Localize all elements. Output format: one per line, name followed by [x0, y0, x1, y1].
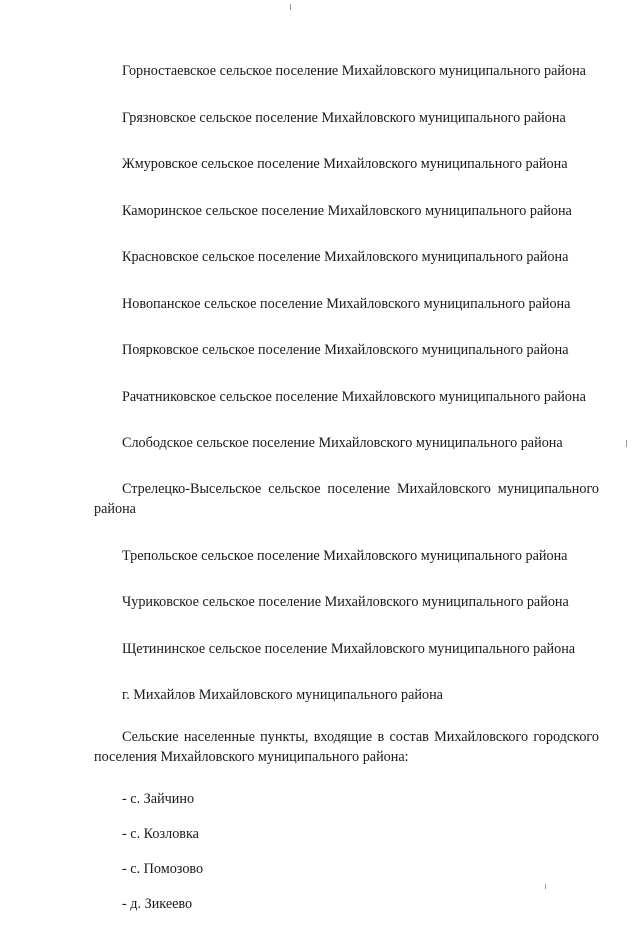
list-item-zaichino: - с. Зайчино [122, 791, 195, 807]
paragraph-slobodskoe: Слободское сельское поселение Михайловского муниципального района [122, 435, 563, 451]
paragraph-g-mikhailov: г. Михайлов Михайловского муниципального района [122, 687, 443, 703]
paragraph-shchetininskoe: Щетининское сельское поселение Михайловского муниципального района [122, 640, 576, 657]
list-item-kozlovka: - с. Козловка [122, 826, 199, 842]
list-item-zikeevo: - д. Зикеево [122, 896, 193, 912]
paragraph-krasnovskoe: Красновское сельское поселение Михайловского муниципального района [122, 249, 569, 265]
paragraph-zhmurovskoe: Жмуровское сельское поселение Михайловского муниципального района [122, 156, 568, 172]
paragraph-rural-settlements-intro: Сельские населенные пункты, входящие в состав Михайловского городского поселения Михайловского муниципального района: [94, 729, 599, 765]
paragraph-rachatnikovskoe: Рачатниковское сельское поселение Михайловского муниципального района [122, 388, 586, 405]
paragraph-novopanskoe: Новопанское сельское поселение Михайловского муниципального района [122, 295, 571, 312]
paragraph-streletsko-vyselskoe: Стрелецко-Высельское сельское поселение Михайловского муниципального района [94, 481, 599, 517]
list-item-pomozovo: - с. Помозово [122, 861, 204, 877]
paragraph-kamorinskoe: Каморинское сельское поселение Михайловского муниципального района [122, 202, 572, 219]
paragraph-gryaznovskoe: Грязновское сельское поселение Михайловского муниципального района [122, 109, 566, 126]
scan-artifact-bottom [545, 884, 546, 889]
document-body [94, 61, 599, 929]
paragraph-churikovskoe: Чуриковское сельское поселение Михайловского муниципального района [122, 594, 569, 610]
paragraph-gornostaevskoe: Горностаевское сельское поселение Михайловского муниципального района [122, 63, 586, 79]
paragraph-trepolskoe: Трепольское сельское поселение Михайловского муниципального района [122, 547, 568, 564]
paragraph-poyarkovskoe: Поярковское сельское поселение Михайловского муниципального района [122, 342, 569, 358]
scan-artifact-right [626, 440, 627, 447]
scan-artifact-top [290, 4, 291, 10]
